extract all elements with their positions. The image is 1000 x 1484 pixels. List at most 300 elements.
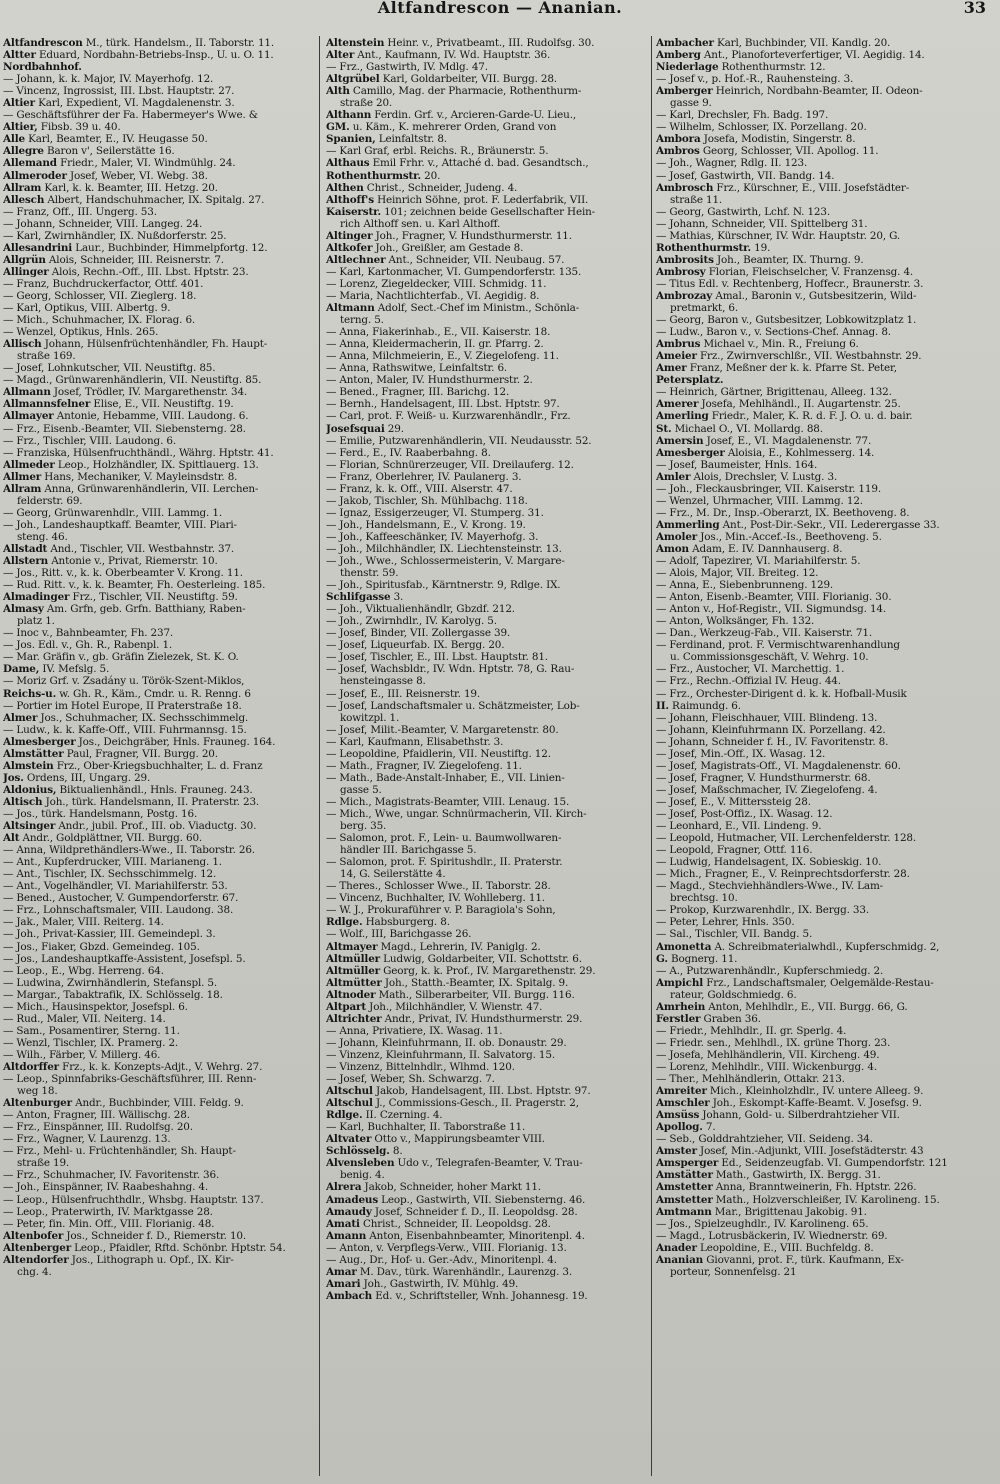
directory-entry: Althen Christ., Schneider, Judeng. 4.	[326, 181, 518, 194]
directory-entry: Altter Eduard, Nordbahn-Betriebs-Insp., U. u. O. 11.	[3, 49, 274, 62]
directory-entry: Altenstein Heinr. v., Privatbeamt., III. Rudolfsg. 30.	[326, 37, 595, 49]
directory-entry: — Ferdinand, prot. F. Vermischtwarenhandlung	[656, 639, 900, 652]
directory-entry: Ambrozay Amal., Baronin v., Gutsbesitzerin, Wild-	[656, 289, 917, 302]
directory-entry: — Maria, Nachtlichterfab., VI. Aegidig. 8.	[326, 289, 540, 302]
directory-entry: Allesch Albert, Handschuhmacher, IX. Spitalg. 27.	[3, 193, 265, 206]
directory-entry: — Ferd., E., IV. Raaberbahng. 8.	[326, 446, 491, 459]
directory-entry: Amadeus Leop., Gastwirth, VII. Siebensterng. 46.	[326, 1193, 586, 1206]
directory-entry: — Anna, Milchmeierin, E., V. Ziegelofeng. 11.	[326, 350, 559, 363]
running-title: Altfandrescon — Ananian.	[377, 0, 623, 17]
directory-entry: — Joh., Wagner, Rdlg. II. 123.	[656, 157, 808, 170]
directory-entry: — Joh., Landeshauptkaff. Beamter, VIII. Piari-	[3, 518, 237, 531]
directory-entry: chg. 4.	[17, 1265, 52, 1278]
directory-entry: Allstadt And., Tischler, VII. Westbahnstr. 37.	[3, 542, 235, 555]
directory-entry: Amler Alois, Drechsler, V. Lustg. 3.	[656, 470, 838, 483]
directory-entry: — Mich., Hausinspektor, Josefspl. 6.	[3, 1000, 188, 1013]
directory-entry: Amsperger Ed., Seidenzeugfab. VI. Gumpendorfstr. 121	[656, 1157, 948, 1170]
directory-entry: — Anna, Wildprethändlers-Wwe., II. Taborstr. 26.	[3, 844, 255, 857]
directory-entry: Almstätter Paul, Fragner, VII. Burgg. 20.	[3, 747, 218, 760]
directory-entry: — Wilhelm, Schlosser, IX. Porzellang. 20.	[656, 121, 867, 134]
directory-entry: — Math., Bade-Anstalt-Inhaber, E., VII. Linien-	[326, 771, 565, 784]
directory-entry: — Bened., Austocher, V. Gumpendorferstr. 67.	[3, 892, 239, 905]
directory-entry: — Sam., Posamentirer, Sterng. 11.	[3, 1024, 180, 1037]
directory-entry: — Seb., Golddrahtzieher, VII. Seideng. 34.	[656, 1133, 873, 1146]
directory-entry: Alvensleben Udo v., Telegrafen-Beamter, V. Trau-	[326, 1157, 583, 1170]
directory-entry: — W. J., Prokuraführer v. P. Baragiola's Sohn,	[326, 904, 556, 917]
directory-entry: — Ludwina, Zwirnhändlerin, Stefanspl. 5.	[3, 976, 218, 989]
directory-entry: — Josef, Magistrats-Off., VI. Magdalenenstr. 60.	[656, 759, 901, 772]
directory-entry: — Salomon, prot. F. Spiritushdlr., II. Praterstr.	[326, 856, 563, 869]
directory-entry: — Josef, Wachsbldr., IV. Wdn. Hptstr. 78, G. Rau-	[326, 663, 575, 676]
directory-entry: — Franz, Buchdruckerfactor, Ottf. 401.	[3, 277, 204, 290]
directory-entry: Allmer Hans, Mechaniker, V. Mayleinsdstr. 8.	[3, 470, 238, 483]
directory-entry: — Frz., Wagner, V. Laurenzg. 13.	[3, 1133, 171, 1146]
directory-entry: — Bernh., Handelsagent, III. Lbst. Hptstr. 97.	[326, 398, 560, 411]
directory-entry: — Magd., Grünwarenhändlerin, VII. Neustiftg. 85.	[3, 374, 262, 387]
directory-entry: Altschul J., Commissions-Gesch., II. Pragerstr. 2,	[326, 1097, 579, 1110]
directory-entry: Allmeder Leop., Holzhändler, IX. Spittlauerg. 13.	[3, 458, 259, 471]
directory-entry: Ambros Georg, Schlosser, VII. Apollog. 11.	[656, 145, 879, 158]
directory-entry: — Karl, Drechsler, Fh. Badg. 197.	[656, 109, 829, 122]
directory-entry: — Dan., Werkzeug-Fab., VII. Kaiserstr. 71.	[656, 627, 873, 640]
directory-entry: Spanien, Leinfaltstr. 8.	[326, 133, 447, 146]
directory-entry: — Margar., Tabaktrafik, IX. Schlösselg. 18.	[3, 988, 223, 1001]
directory-entry: — Magd., Stechviehhändlers-Wwe., IV. Lam-	[656, 880, 884, 893]
directory-entry: Allesandrini Laur., Buchbinder, Himmelpfortg. 12.	[3, 241, 268, 254]
directory-entry: — Mar. Gräfin v., gb. Gräfin Zielezek, St. K. O.	[3, 651, 239, 664]
directory-entry: — Theres., Schlosser Wwe., II. Taborstr. 28.	[326, 880, 551, 893]
directory-entry: — Josef, E., III. Reisnerstr. 19.	[326, 687, 481, 700]
directory-entry: Altmüller Ludwig, Goldarbeiter, VII. Schottstr. 6.	[326, 952, 582, 965]
directory-entry: — Josef, Tischler, E., III. Lbst. Hauptstr. 81.	[326, 651, 548, 664]
directory-entry: Altinger Joh., Fragner, V. Hundsthurmerstr. 11.	[326, 229, 572, 242]
directory-entry: — Anton, Eisenb.-Beamter, VIII. Florianig. 30.	[656, 591, 892, 604]
directory-entry: Amtmann Mar., Brigittenau Jakobig. 91.	[656, 1205, 867, 1218]
directory-entry: Ameier Frz., Zwirnverschlßr., VII. Westbahnstr. 29.	[656, 350, 922, 363]
page-header	[0, 0, 1000, 16]
directory-entry: Amschler Joh., Eskompt-Kaffe-Beamt. V. Josefsg. 9.	[656, 1097, 922, 1110]
directory-entry: Althaus Emil Frhr. v., Attaché d. bad. Gesandtsch.,	[326, 157, 589, 170]
directory-entry: Amer Franz, Meßner der k. k. Pfarre St. Peter,	[656, 362, 897, 375]
directory-entry: — Carl, prot. F. Weiß- u. Kurzwarenhändlr., Frz.	[326, 410, 571, 423]
directory-entry: kowitzpl. 1.	[340, 711, 400, 724]
directory-entry: — Leopold, Fragner, Ottf. 116.	[656, 844, 813, 857]
directory-entry: — Jos., Landeshauptkaffe-Assistent, Josefspl. 5.	[3, 952, 246, 965]
directory-entry: — Anton, v. Verpflegs-Verw., VIII. Florianig. 13.	[326, 1241, 567, 1254]
directory-entry: — Ludw., Baron v., v. Sections-Chef. Annag. 8.	[656, 326, 891, 339]
directory-entry: pretmarkt, 6.	[670, 302, 738, 315]
column-rule	[651, 36, 652, 1476]
directory-entry: Almesberger Jos., Deichgräber, Hnls. Frauneg. 164.	[3, 735, 276, 748]
directory-entry: — Inoc v., Bahnbeamter, Fh. 237.	[3, 627, 174, 640]
directory-entry: — Josef, E., V. Mitterssteig 28.	[656, 795, 811, 808]
directory-entry: händler III. Barichgasse 5.	[340, 844, 477, 857]
directory-entry: Altendorfer Jos., Lithograph u. Opf., IX. Kir-	[3, 1253, 234, 1266]
directory-entry: — Johann, k. k. Major, IV. Mayerhofg. 12.	[3, 73, 214, 86]
directory-entry: Ambrosits Joh., Beamter, IX. Thurng. 9.	[656, 253, 864, 266]
directory-entry: Altlechner Ant., Schneider, VII. Neubaug. 57.	[326, 253, 565, 266]
directory-entry: — Franz, k. k. Off., VIII. Alserstr. 47.	[326, 482, 513, 495]
directory-entry: Allmann Josef, Trödler, IV. Margarethenstr. 34.	[3, 386, 248, 399]
directory-entry: Allemand Friedr., Maler, VI. Windmühlg. 24.	[3, 157, 236, 170]
directory-entry: Amrhein Anton, Mehlhdlr., E., VII. Burgg. 66, G.	[656, 1000, 908, 1013]
directory-entry: — Johann, Schneider f. H., IV. Favoritenstr. 8.	[656, 735, 889, 748]
directory-entry: — Georg, Schlosser, VII. Zieglerg. 18.	[3, 289, 197, 302]
directory-entry: Ambora Josefa, Modistin, Singerstr. 8.	[656, 133, 856, 146]
directory-entry: — Joh., Wwe., Schlossermeisterin, V. Margare-	[326, 555, 565, 568]
directory-entry: — Josef, Baumeister, Hnls. 164.	[656, 458, 818, 471]
directory-entry: hensteingasse 8.	[340, 675, 426, 688]
directory-entry: Schlifgasse 3.	[326, 591, 404, 604]
directory-entry: — Peter, Lehrer, Hnls. 350.	[656, 916, 795, 929]
directory-entry: — Jos. Edl. v., Gh. R., Rabenpl. 1.	[3, 639, 173, 652]
directory-entry: — Magd., Lotrusbäckerin, IV. Wiednerstr. 69.	[656, 1229, 888, 1242]
directory-entry: — Anna, E., Siebenbrunneng. 129.	[656, 579, 834, 592]
directory-entry: — Frz., Schuhmacher, IV. Favoritenstr. 36.	[3, 1169, 220, 1182]
directory-entry: Ananian Giovanni, prot. F., türk. Kaufmann, Ex-	[656, 1253, 904, 1266]
directory-entry: Ambrus Michael v., Min. R., Freiung 6.	[656, 338, 859, 351]
directory-entry: — Johann, Schneider, VII. Spittelberg 31.	[656, 217, 868, 230]
directory-entry: — Josef, Min.-Off., IX. Wasag. 12.	[656, 747, 826, 760]
directory-entry: — Frz., Lohnschaftsmaler, VIII. Laudong. 38.	[3, 904, 234, 917]
directory-entry: — Jakob, Tischler, Sh. Mühlbachg. 118.	[326, 494, 528, 507]
directory-entry: — Moriz Grf. v. Zsadány u. Török-Szent-Miklos,	[3, 675, 245, 688]
column-1	[3, 37, 315, 1477]
directory-entry: — Frz., Orchester-Dirigent d. k. k. Hofball-Musik	[656, 687, 907, 700]
directory-entry: Rdlge. II. Czerning. 4.	[326, 1109, 443, 1122]
directory-entry: — Mich., Wwe, ungar. Schnürmacherin, VII. Kirch-	[326, 808, 587, 820]
directory-entry: — Vincenz, Buchhalter, IV. Wohlleberg. 11.	[326, 892, 545, 905]
directory-entry: — Leop., E., Wbg. Herreng. 64.	[3, 964, 164, 977]
directory-entry: Allisch Johann, Hülsenfrüchtenhändler, Fh. Haupt-	[3, 338, 268, 351]
directory-entry: — Sal., Tischler, VII. Bandg. 5.	[656, 928, 813, 941]
directory-entry: Altier Karl, Expedient, VI. Magdalenenstr. 3.	[3, 97, 235, 110]
directory-entry: — Geschäftsführer der Fa. Habermeyer's Wwe. &	[3, 109, 258, 122]
directory-entry: — Johann, Kleinfuhrmann IX. Porzellang. 42.	[656, 723, 886, 736]
directory-entry: — Johann, Schneider, VIII. Langeg. 24.	[3, 217, 203, 230]
directory-entry: — Joh., Fleckausbringer, VII. Kaiserstr. 119.	[656, 482, 881, 495]
directory-entry: Altisch Joh., türk. Handelsmann, II. Praterstr. 23.	[3, 795, 260, 808]
directory-entry: Anader Leopoldine, E., VIII. Buchfeldg. 8.	[656, 1241, 874, 1254]
directory-entry: gasse 5.	[340, 783, 382, 796]
directory-entry: — Frz., Eisenb.-Beamter, VII. Siebensterng. 28.	[3, 422, 246, 435]
directory-entry: straße 169.	[17, 350, 76, 363]
directory-entry: Amesberger Aloisia, E., Kohlmesserg. 14.	[656, 446, 875, 459]
directory-entry: — Leop., Hülsenfruchthdlr., Whsbg. Hauptstr. 137.	[3, 1193, 264, 1206]
directory-entry: Altpart Joh., Milchhändler, V. Wienstr. 47.	[326, 1000, 543, 1013]
directory-entry: steng. 46.	[17, 530, 68, 543]
directory-entry: — Josef, Fragner, V. Hundsthurmerstr. 68.	[656, 771, 871, 784]
directory-entry: Alle Karl, Beamter, E., IV. Heugasse 50.	[3, 133, 208, 146]
directory-entry: Amstetter Anna, Branntweinerin, Fh. Hptstr. 226.	[656, 1181, 917, 1194]
directory-entry: — Aug., Dr., Hof- u. Ger.-Adv., Minoritenpl. 4.	[326, 1253, 557, 1266]
directory-entry: — Adolf, Tapezirer, VI. Mariahilferstr. 5.	[656, 555, 861, 568]
directory-entry: — Franziska, Hülsenfruchthändl., Währg. Hptstr. 41.	[3, 446, 274, 459]
directory-entry: — Anton, Wolksänger, Fh. 132.	[656, 615, 815, 628]
directory-entry: Petersplatz.	[656, 374, 724, 387]
directory-entry: Amati Christ., Schneider, II. Leopoldsg. 28.	[326, 1217, 551, 1230]
directory-entry: Allstern Antonie v., Privat, Riemerstr. 10.	[3, 555, 218, 568]
directory-entry: Rothenthurmstr. 19.	[656, 241, 771, 254]
directory-entry: Alth Camillo, Mag. der Pharmacie, Rothenthurm-	[326, 85, 582, 98]
directory-entry: — Karl Graf, erbl. Reichs. R., Bräunerstr. 5.	[326, 145, 549, 158]
directory-entry: Amsüss Johann, Gold- u. Silberdrahtzieher VII.	[656, 1109, 900, 1122]
directory-entry: felderstr. 69.	[17, 494, 83, 507]
directory-entry: Altgrübel Karl, Goldarbeiter, VII. Burgg. 28.	[326, 73, 557, 86]
directory-entry: — Alois, Major, VII. Breiteg. 12.	[656, 567, 819, 580]
directory-entry: — Johann, Kleinfuhrmann, II. ob. Donaustr. 29.	[326, 1036, 567, 1049]
directory-entry: II. Raimundg. 6.	[656, 699, 741, 712]
directory-entry: Niederlage Rothenthurmstr. 12.	[656, 61, 826, 74]
directory-entry: — Prokop, Kurzwarenhdlr., IX. Bergg. 33.	[656, 904, 869, 917]
directory-entry: — Georg, Gastwirth, Lchf. N. 123.	[656, 205, 830, 218]
directory-entry: Nordbahnhof.	[3, 61, 82, 74]
directory-entry: Amar M. Dav., türk. Warenhändlr., Laurenzg. 3.	[326, 1265, 573, 1278]
directory-entry: Amstetter Math., Holzverschleißer, IV. Karolineng. 15.	[656, 1193, 940, 1206]
directory-entry: — Jos., Ritt. v., k. k. Oberbeamter V. Krong. 11.	[3, 567, 243, 580]
directory-entry: — Mich., Fragner, E., V. Reinprechtsdorferstr. 28.	[656, 868, 910, 881]
directory-entry: — Joh., Spiritusfab., Kärntnerstr. 9, Rdlge. IX.	[326, 579, 561, 592]
directory-entry: — Mich., Schuhmacher, IX. Florag. 6.	[3, 314, 196, 327]
directory-entry: Amon Adam, E. IV. Dannhauserg. 8.	[656, 542, 843, 555]
directory-entry: St. Michael O., VI. Mollardg. 88.	[656, 422, 823, 435]
directory-entry: Amster Josef, Min.-Adjunkt, VIII. Josefstädterstr. 43	[656, 1145, 924, 1158]
directory-entry: Altnoder Math., Silberarbeiter, VII. Burgg. 116.	[326, 988, 575, 1001]
directory-entry: — Joh., Kaffeeschänker, IV. Mayerhofg. 3.	[326, 530, 539, 543]
directory-entry: — Franz, Off., III. Ungerg. 53.	[3, 205, 157, 218]
directory-entry: — Titus Edl. v. Rechtenberg, Hoffecr., Braunerstr. 3.	[656, 277, 924, 290]
directory-entry: 14, G. Seilerstätte 4.	[340, 868, 446, 881]
directory-entry: — Anton v., Hof-Registr., VII. Sigmundsg. 14.	[656, 603, 887, 616]
directory-entry: Altmann Adolf, Sect.-Chef im Ministm., Schönla-	[326, 302, 580, 315]
directory-entry: Amonetta A. Schreibmaterialwhdl., Kupferschmidg. 2,	[656, 940, 940, 953]
directory-entry: gasse 9.	[670, 97, 712, 110]
directory-entry: — Frz., Gastwirth, IV. Mdlg. 47.	[326, 61, 488, 74]
directory-entry: — Wilh., Färber, V. Millerg. 46.	[3, 1048, 161, 1061]
directory-entry: Ferstler Graben 36.	[656, 1012, 761, 1025]
directory-entry: straße 19.	[17, 1157, 70, 1170]
directory-entry: — Vinzenz, Kleinfuhrmann, II. Salvatorg. 15.	[326, 1048, 556, 1061]
directory-entry: — Georg, Baron v., Gutsbesitzer, Lobkowitzplatz 1.	[656, 314, 917, 327]
directory-entry: — Rud. Ritt. v., k. k. Beamter, Fh. Oesterleing. 185.	[3, 579, 266, 592]
directory-entry: Amerling Friedr., Maler, K. R. d. F. J. O. u. d. bair.	[656, 410, 913, 423]
directory-entry: — Josef, Post-Offiz., IX. Wasag. 12.	[656, 808, 833, 820]
directory-entry: Altfandrescon M., türk. Handelsm., II. Taborstr. 11.	[3, 37, 275, 49]
directory-entry: Alrera Jakob, Schneider, hoher Markt 11.	[326, 1181, 541, 1194]
directory-entry: — Vincenz, Ingrossist, III. Lbst. Hauptstr. 27.	[3, 85, 235, 98]
directory-entry: — Josef, Maßschmacher, IV. Ziegelofeng. 4.	[656, 783, 878, 796]
directory-entry: — Ther., Mehlhändlerin, Ottakr. 213.	[656, 1073, 845, 1086]
directory-entry: Altkofer Joh., Greißler, am Gestade 8.	[326, 241, 524, 254]
directory-entry: — Joh., Privat-Kassier, III. Gemeindepl. 3.	[3, 928, 216, 941]
directory-entry: — Jos., Spielzeughdlr., IV. Karolineng. 65.	[656, 1217, 869, 1230]
directory-entry: Ammerling Ant., Post-Dir.-Sekr., VII. Lederergasse 33.	[656, 518, 940, 531]
directory-entry: Allram Karl, k. k. Beamter, III. Hetzg. 20.	[3, 181, 218, 194]
directory-entry: — Friedr. sen., Mehlhdl., IX. grüne Thorg. 23.	[656, 1036, 891, 1049]
directory-entry: Altenburger Andr., Buchbinder, VIII. Feldg. 9.	[3, 1097, 244, 1110]
directory-entry: Altdorffer Frz., k. k. Konzepts-Adjt., V. Wehrg. 27.	[3, 1060, 263, 1073]
directory-entry: G. Bognerg. 11.	[656, 952, 738, 965]
page-number: 33	[963, 0, 986, 17]
directory-entry: — Josef v., p. Hof.-R., Rauhensteing. 3.	[656, 73, 854, 86]
directory-entry: u. Commissionsgeschäft, V. Wehrg. 10.	[670, 651, 869, 664]
directory-entry: Althoff's Heinrich Söhne, prot. F. Lederfabrik, VII.	[326, 193, 589, 206]
directory-entry: — Karl, Buchhalter, II. Taborstraße 11.	[326, 1121, 526, 1134]
directory-entry: — Joh., Handelsmann, E., V. Krong. 19.	[326, 518, 526, 531]
directory-entry: — Ignaz, Essigerzeuger, VI. Stumperg. 31.	[326, 506, 544, 519]
directory-entry: Alter Ant., Kaufmann, IV. Wd. Hauptstr. 36.	[326, 49, 551, 62]
column-rule	[319, 36, 320, 1476]
directory-entry: — Anna, Kleidermacherin, II. gr. Pfarrg. 2.	[326, 338, 544, 351]
directory-entry: Allinger Alois, Rechn.-Off., III. Lbst. Hptstr. 23.	[3, 265, 249, 278]
directory-entry: benig. 4.	[340, 1169, 385, 1182]
directory-entry: — Rud., Maler, VII. Neiterg. 14.	[3, 1012, 166, 1025]
directory-entry: Ambrosy Florian, Fleischselcher, V. Franzensg. 4.	[656, 265, 914, 278]
directory-entry: — Salomon, prot. F., Lein- u. Baumwollwaren-	[326, 832, 562, 845]
directory-entry: — Ant., Kupferdrucker, VIII. Marianeng. 1.	[3, 856, 222, 869]
directory-entry: — Leopoldine, Pfaidlerin, VII. Neustiftg. 12.	[326, 747, 551, 760]
directory-entry: Almstein Frz., Ober-Kriegsbuchhalter, L. d. Franz	[3, 759, 263, 772]
directory-entry: Kaiserstr. 101; zeichnen beide Gesellschafter Hein-	[326, 205, 596, 218]
directory-entry: Apollog. 7.	[656, 1121, 716, 1134]
directory-entry: — Joh., Viktualienhändlr, Gbzdf. 212.	[326, 603, 515, 616]
directory-entry: — Karl, Kaufmann, Elisabethstr. 3.	[326, 735, 504, 748]
directory-entry: — Emilie, Putzwarenhändlerin, VII. Neudausstr. 52.	[326, 434, 592, 447]
directory-entry: Altmüller Georg, k. k. Prof., IV. Margarethenstr. 29.	[326, 964, 596, 977]
directory-entry: — Josef, Lohnkutscher, VII. Neustiftg. 85.	[3, 362, 216, 375]
directory-entry: Ambach Ed. v., Schriftsteller, Wnh. Johannesg. 19.	[326, 1289, 588, 1302]
directory-entry: — Wenzel, Optikus, Hnls. 265.	[3, 326, 159, 339]
directory-entry: — Georg, Grünwarenhdlr., VIII. Lammg. 1.	[3, 506, 222, 519]
directory-entry: — Ludwig, Handelsagent, IX. Sobieskig. 10.	[656, 856, 882, 869]
directory-entry: — Mich., Magistrats-Beamter, VIII. Lenaug. 15.	[326, 795, 570, 808]
directory-entry: rateur, Goldschmiedg. 6.	[670, 988, 797, 1001]
directory-entry: Almadinger Frz., Tischler, VII. Neustiftg. 59.	[3, 591, 238, 604]
directory-entry: Amoler Jos., Min.-Accef.-Is., Beethoveng. 5.	[656, 530, 882, 543]
directory-entry: — Portier im Hotel Europe, II Praterstraße 18.	[3, 699, 242, 712]
directory-entry: — Frz., Rechn.-Offizial IV. Heug. 44.	[656, 675, 841, 688]
directory-entry: Alt Andr., Goldplättner, VII. Burgg. 60.	[3, 832, 203, 845]
directory-entry: rich Althoff sen. u. Karl Althoff.	[340, 217, 501, 230]
directory-entry: Almer Jos., Schuhmacher, IX. Sechsschimmelg.	[3, 711, 249, 724]
directory-entry: — Leopold, Hutmacher, VII. Lerchenfelderstr. 128.	[656, 832, 917, 845]
directory-entry: Rdlge. Habsburgerg. 8.	[326, 916, 450, 929]
directory-entry: porteur, Sonnenfelsg. 21	[670, 1265, 797, 1278]
directory-entry: — Johann, Fleischhauer, VIII. Blindeng. 13.	[656, 711, 878, 724]
directory-entry: thenstr. 59.	[340, 567, 399, 580]
directory-entry: Amreiter Mich., Kleinholzhdlr., IV. untere Alleeg. 9.	[656, 1085, 924, 1098]
directory-entry: — A., Putzwarenhändlr., Kupferschmiedg. 2.	[656, 964, 884, 977]
directory-entry: — Franz, Oberlehrer, IV. Paulanerg. 3.	[326, 470, 522, 483]
directory-entry: Amaudy Josef, Schneider f. D., II. Leopoldsg. 28.	[326, 1205, 578, 1218]
directory-entry: Allram Anna, Grünwarenhändlerin, VII. Lerchen-	[3, 482, 259, 495]
directory-entry: — Frz., Einspänner, III. Rudolfsg. 20.	[3, 1121, 193, 1134]
directory-entry: Althann Ferdin. Grf. v., Arcieren-Garde-U. Lieu.,	[326, 109, 577, 122]
directory-entry: Josefsquai 29.	[326, 422, 404, 435]
directory-entry: Ambrosch Frz., Kürschner, E., VIII. Josefstädter-	[656, 181, 910, 194]
directory-entry: — Karl, Kartonmacher, VI. Gumpendorferstr. 135.	[326, 265, 582, 278]
directory-entry: Amari Joh., Gastwirth, IV. Mühlg. 49.	[326, 1277, 519, 1290]
directory-entry: — Jos., Fiaker, Gbzd. Gemeindeg. 105.	[3, 940, 200, 953]
directory-entry: Amberg Ant., Pianofortеverfertiger, VI. Aegidig. 14.	[656, 49, 925, 62]
directory-entry: Altmayer Magd., Lehrerin, IV. Paniglg. 2.	[326, 940, 541, 953]
directory-entry: — Karl, Optikus, VIII. Albertg. 9.	[3, 302, 171, 315]
directory-entry: — Lorenz, Ziegeldecker, VIII. Schmidg. 11.	[326, 277, 547, 290]
directory-entry: — Anna, Privatiere, IX. Wasag. 11.	[326, 1024, 503, 1037]
directory-entry: — Josef, Gastwirth, VII. Bandg. 14.	[656, 169, 835, 182]
directory-entry: — Wolf., III, Barichgasse 26.	[326, 928, 472, 941]
column-2	[326, 37, 648, 1477]
directory-entry: — Anton, Maler, IV. Hundsthurmerstr. 2.	[326, 374, 533, 387]
directory-entry: Amberger Heinrich, Nordbahn-Beamter, II. Odeon-	[656, 85, 923, 98]
directory-entry: Altenbofer Jos., Schneider f. D., Riemerstr. 10.	[3, 1229, 247, 1242]
directory-entry: Amstätter Math., Gastwirth, IX. Bergg. 31.	[656, 1169, 881, 1182]
directory-entry: — Florian, Schnürerzeuger, VII. Dreilauferg. 12.	[326, 458, 574, 471]
directory-entry: Aldonius, Biktualienhändl., Hnls. Frauneg. 243.	[3, 783, 253, 796]
directory-entry: — Peter, fin. Min. Off., VIII. Florianig. 48.	[3, 1217, 215, 1230]
directory-entry: — Friedr., Mehlhdlr., II. gr. Sperlg. 4.	[656, 1024, 847, 1037]
directory-entry: Dame, IV. Mefslg. 5.	[3, 663, 110, 676]
directory-entry: straße 11.	[670, 193, 723, 206]
directory-entry: Jos. Ordens, III, Ungarg. 29.	[3, 771, 151, 784]
directory-entry: — Math., Fragner, IV. Ziegelofeng. 11.	[326, 759, 522, 772]
directory-entry: — Anna, Rathswitwe, Leinfaltstr. 6.	[326, 362, 508, 375]
directory-entry: — Ant., Vogelhändler, VI. Mariahilferstr. 53.	[3, 880, 228, 893]
directory-entry: — Joh., Milchhändler, IX. Liechtensteinstr. 13.	[326, 542, 562, 555]
directory-entry: — Heinrich, Gärtner, Brigittenau, Alleeg. 132.	[656, 386, 892, 399]
directory-entry: Rothenthurmstr. 20.	[326, 169, 441, 182]
directory-entry: — Karl, Zwirnhändler, IX. Nußdorferstr. 25.	[3, 229, 227, 242]
directory-entry: — Frz., Austocher, VI. Marchettig. 1.	[656, 663, 845, 676]
directory-entry: — Josef, Binder, VII. Zollergasse 39.	[326, 627, 511, 640]
directory-entry: Altsinger Andr., jubil. Prof., III. ob. Viaductg. 30.	[3, 820, 257, 833]
directory-entry: — Anna, Fiakerinhab., E., VII. Kaiserstr. 18.	[326, 326, 551, 339]
directory-entry: — Jak., Maler, VIII. Reiterg. 14.	[3, 916, 164, 929]
directory-entry: — Josef, Liqueurfab. IX. Bergg. 20.	[326, 639, 505, 652]
directory-entry: — Anton, Fragner, III. Wällischg. 28.	[3, 1109, 190, 1122]
directory-entry: Altier, Fibsb. 39 u. 40.	[3, 121, 121, 134]
directory-entry: — Vinzenz, Bittelnhdlr., Wlhmd. 120.	[326, 1060, 515, 1073]
directory-entry: — Leonhard, E., VII. Lindeng. 9.	[656, 820, 822, 833]
directory-entry: Amersin Josef, E., VI. Magdalenenstr. 77.	[656, 434, 872, 447]
directory-entry: — Frz., Tischler, VIII. Laudong. 6.	[3, 434, 176, 447]
directory-entry: — Josef, Weber, Sh. Schwarzg. 7.	[326, 1073, 495, 1086]
directory-entry: brechtsg. 10.	[670, 892, 738, 905]
directory-entry: — Josef, Landschaftsmaler u. Schätzmeister, Lob-	[326, 699, 580, 712]
directory-entry: Altrichter Andr., Privat, IV. Hundsthurmerstr. 29.	[326, 1012, 583, 1025]
directory-entry: — Joh., Zwirnhdlr., IV. Karolyg. 5.	[326, 615, 497, 628]
directory-entry: Ambacher Karl, Buchbinder, VII. Kandlg. 20.	[656, 37, 891, 49]
directory-entry: — Mathias, Kürschner, IV. Wdr. Hauptstr. 20, G.	[656, 229, 901, 242]
directory-entry: Schlösselg. 8.	[326, 1145, 403, 1158]
directory-entry: Altenberger Leop., Pfaidler, Rftd. Schönbr. Hptstr. 54.	[3, 1241, 286, 1254]
directory-entry: GM. u. Käm., K. mehrerer Orden, Grand von	[326, 121, 557, 134]
directory-entry: Amann Anton, Eisenbahnbeamter, Minoritenpl. 4.	[326, 1229, 585, 1242]
directory-entry: — Josefa, Mehlhändlerin, VII. Kircheng. 49.	[656, 1048, 880, 1061]
directory-entry: Ampichl Frz., Landschaftsmaler, Oelgemälde-Restau-	[656, 976, 934, 989]
directory-entry: — Frz., M. Dr., Insp.-Oberarzt, IX. Beethoveng. 8.	[656, 506, 910, 519]
directory-entry: — Bened., Fragner, III. Barichg. 12.	[326, 386, 510, 399]
directory-entry: — Leop., Spinnfabriks-Geschäftsführer, III. Renn-	[3, 1073, 257, 1086]
directory-entry: Amerer Josefa, Mehlhändl., II. Augartenstr. 25.	[656, 398, 901, 411]
directory-entry: Allmayer Antonie, Hebamme, VIII. Laudong. 6.	[3, 410, 249, 423]
directory-entry: Almasy Am. Grfn, geb. Grfn. Batthiany, Raben-	[3, 603, 246, 616]
directory-entry: terng. 5.	[340, 314, 384, 327]
directory-entry: platz 1.	[17, 615, 55, 628]
directory-entry: — Ant., Tischler, IX. Sechsschimmelg. 12.	[3, 868, 217, 881]
column-3	[656, 37, 996, 1477]
directory-entry: Altschul Jakob, Handelsagent, III. Lbst. Hptstr. 97.	[326, 1085, 591, 1098]
